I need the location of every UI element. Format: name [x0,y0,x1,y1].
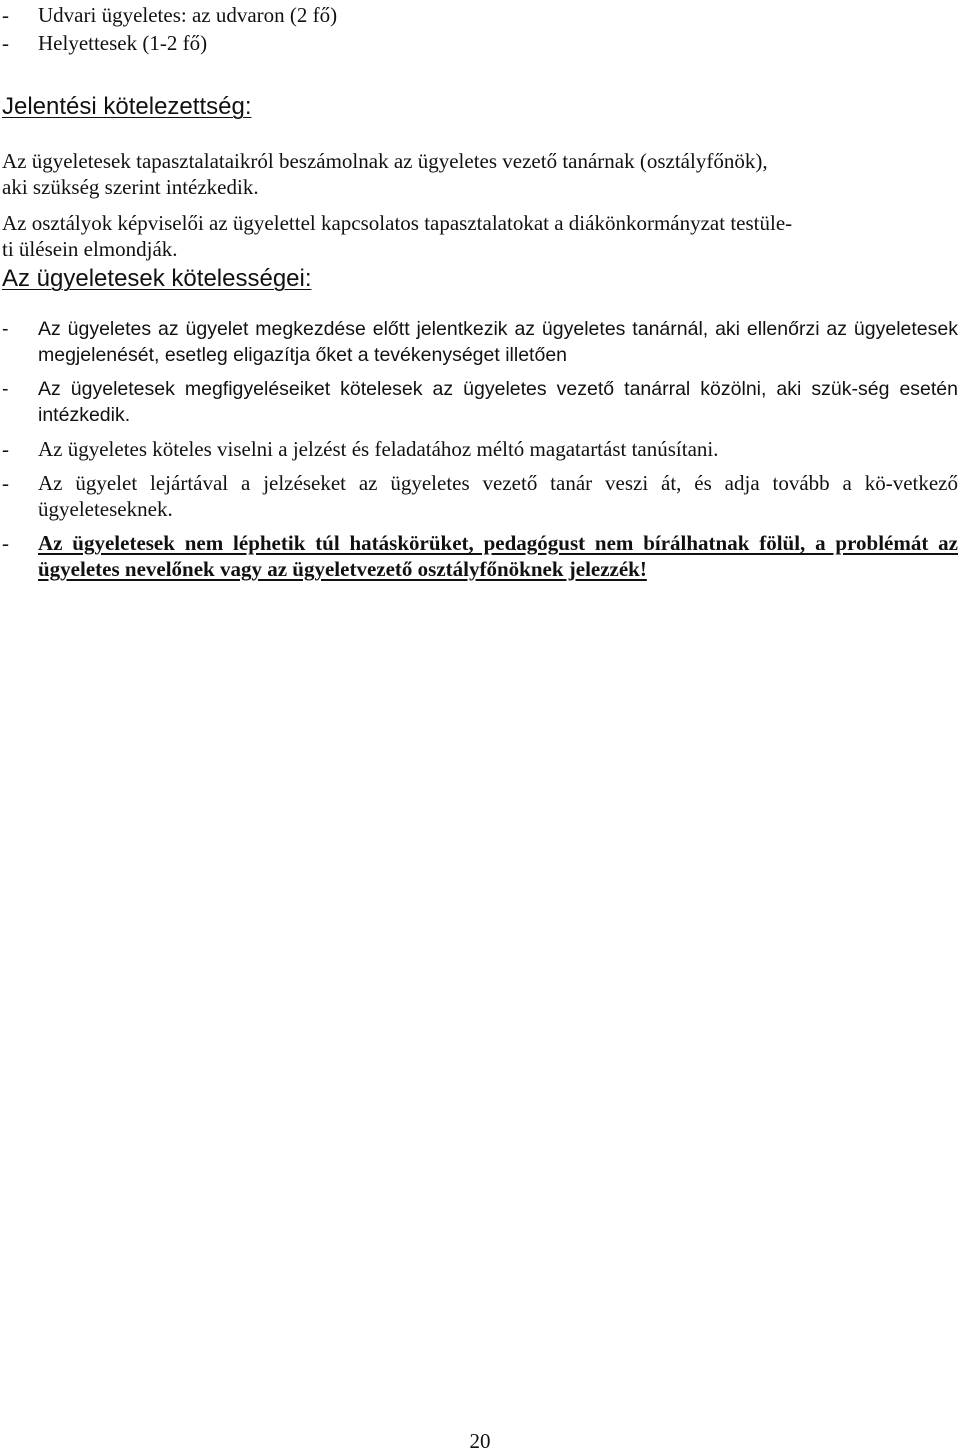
duty-line-text: Udvari ügyeletes: az udvaron (2 fő) [38,3,338,27]
duties-list [0,316,960,590]
list-item-emphasized [0,530,958,582]
list-item-text: Az ügyeletes köteles viselni a jelzést és feladatához méltó magatartást tanúsítani. [38,437,719,461]
list-item-text: Az ügyeletes az ügyelet megkezdése előtt jelentkezik az ügyeletes tanárnál, aki ellenőrzi az ügyeletesek megjelenését, esetleg eligazítja őket a tevékenységet illetően [38,318,958,366]
page-number: 20 [469,1429,491,1453]
dash-marker: - [2,378,9,400]
list-item-text: Az ügyeletesek nem léphetik túl hatáskörüket, pedagógust nem bírálhatnak fölül, a problémát az ügyeletes nevelőnek vagy az ügyeletvezető osztályfőnöknek jelezzék! [38,531,958,581]
reporting-paragraph-2-line-2: ti ülésein elmondják. [2,237,178,261]
list-item [0,316,958,368]
dash-marker: - [2,31,9,55]
reporting-heading: Jelentési kötelezettség: [2,93,252,120]
list-item [0,470,958,522]
duty-line-courtyard [2,2,337,28]
duty-line-text: Helyettesek (1-2 fő) [38,31,208,55]
reporting-paragraph-1-line-1: Az ügyeletesek tapasztalataikról beszámolnak az ügyeletes vezető tanárnak (osztályfőnök), [2,149,768,173]
reporting-paragraph-2-line-1: Az osztályok képviselői az ügyelettel kapcsolatos tapasztalatokat a diákönkormányzat testüle- [2,211,793,235]
dash-marker: - [2,437,9,461]
list-item [0,376,958,428]
list-item-text: Az ügyelet lejártával a jelzéseket az ügyeletes vezető tanár veszi át, és adja tovább a kö-vetkező ügyeleteseknek. [38,471,958,521]
list-item-text: Az ügyeletesek megfigyeléseiket kötelesek az ügyeletes vezető tanárral közölni, aki szük-ség esetén intézkedik. [38,378,958,426]
dash-marker: - [2,531,9,555]
list-item [0,436,958,462]
reporting-paragraph-1-line-2: aki szükség szerint intézkedik. [2,175,259,199]
dash-marker: - [2,3,9,27]
duty-line-substitutes [2,30,207,56]
duties-heading: Az ügyeletesek kötelességei: [2,265,312,292]
dash-marker: - [2,471,9,495]
dash-marker: - [2,318,9,340]
